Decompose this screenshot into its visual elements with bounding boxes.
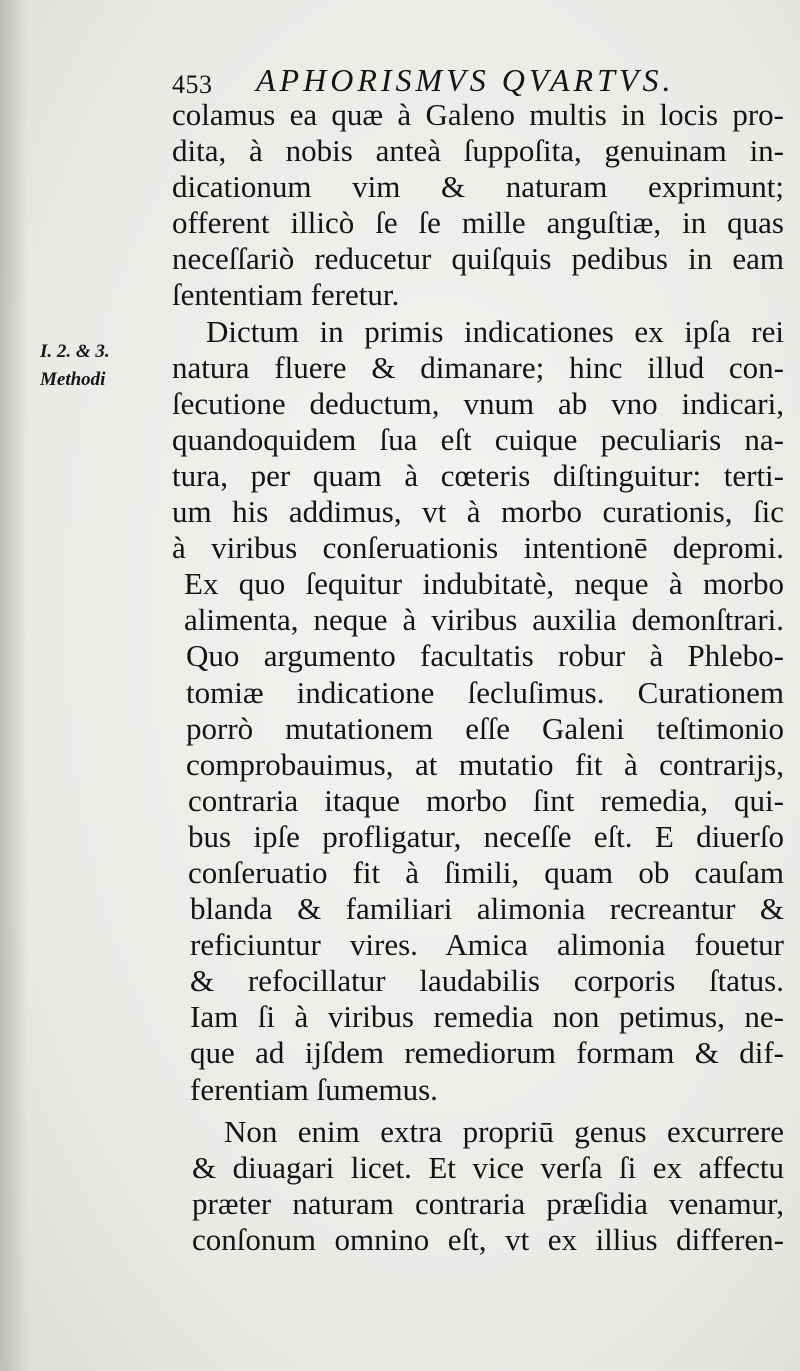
text-line: bus ipſe profligatur, neceſſe eſt. E diuerſo <box>188 818 784 854</box>
text-line: blanda & familiari alimonia recreantur & <box>190 891 784 927</box>
text-line: quandoquidem ſua eſt cuique peculiaris na- <box>172 421 784 457</box>
text-line: Dictum in primis indicationes ex ipſa rei <box>206 313 784 349</box>
margin-note: I. 2. & 3. Methodi <box>40 341 110 390</box>
text-line: colamus ea quæ à Galeno multis in locis pro- <box>172 97 784 132</box>
text-line: ferentiam ſumemus. <box>190 1071 438 1107</box>
text-line: Ex quo ſequitur indubitatè, neque à morbo <box>184 566 784 602</box>
page-header <box>172 62 772 102</box>
text-line: conſeruatio fit à ſimili, quam ob cauſam <box>188 854 784 890</box>
text-line: dita, à nobis anteà ſuppoſita, genuinam in- <box>172 133 784 169</box>
text-line: reficiuntur vires. Amica alimonia fouetur <box>190 927 784 963</box>
text-line: & refocillatur laudabilis corporis ſtatus. <box>190 963 784 999</box>
text-line: & diuagari licet. Et vice verſa ſi ex affectu <box>192 1149 784 1185</box>
text-line: contraria itaque morbo ſint remedia, qui- <box>188 782 784 818</box>
text-line: Quo argumento facultatis robur à Phlebo- <box>186 638 784 674</box>
text-line: præter naturam contraria præſidia venamur, <box>192 1185 784 1221</box>
text-line: dicationum vim & naturam exprimunt; <box>172 169 784 205</box>
running-head: APHORISMVS QVARTVS. <box>256 62 675 98</box>
text-line: à viribus conſeruationis intentionē depromi. <box>172 530 784 566</box>
page-number: 453 <box>172 70 213 99</box>
text-line: neceſſariò reducetur quiſquis pedibus in eam <box>172 241 784 277</box>
page-gutter-shadow <box>0 0 28 1371</box>
text-line: conſonum omnino eſt, vt ex illius differen- <box>192 1221 784 1257</box>
body-text <box>172 97 784 1258</box>
text-line: um his addimus, vt à morbo curationis, ſic <box>172 494 784 530</box>
text-line: porrò mutationem eſſe Galeni teſtimonio <box>186 710 784 746</box>
text-line: ſententiam feretur. <box>172 277 400 313</box>
text-line: natura fluere & dimanare; hinc illud con- <box>172 349 784 385</box>
text-line: Iam ſi à viribus remedia non petimus, ne- <box>190 999 784 1035</box>
text-line: comprobauimus, at mutatio fit à contrarijs, <box>186 746 784 782</box>
text-line: Non enim extra propriū genus excurrere <box>224 1113 784 1149</box>
text-line: que ad ijſdem remediorum formam & dif- <box>190 1035 784 1071</box>
text-line: tura, per quam à cœteris diſtinguitur: terti- <box>172 457 784 493</box>
text-line: offerent illicò ſe ſe mille anguſtiæ, in quas <box>172 205 784 241</box>
text-line: tomiæ indicatione ſecluſimus. Curationem <box>186 674 784 710</box>
text-line: alimenta, neque à viribus auxilia demonſtrari. <box>184 602 784 638</box>
text-line: ſecutione deductum, vnum ab vno indicari, <box>172 385 784 421</box>
